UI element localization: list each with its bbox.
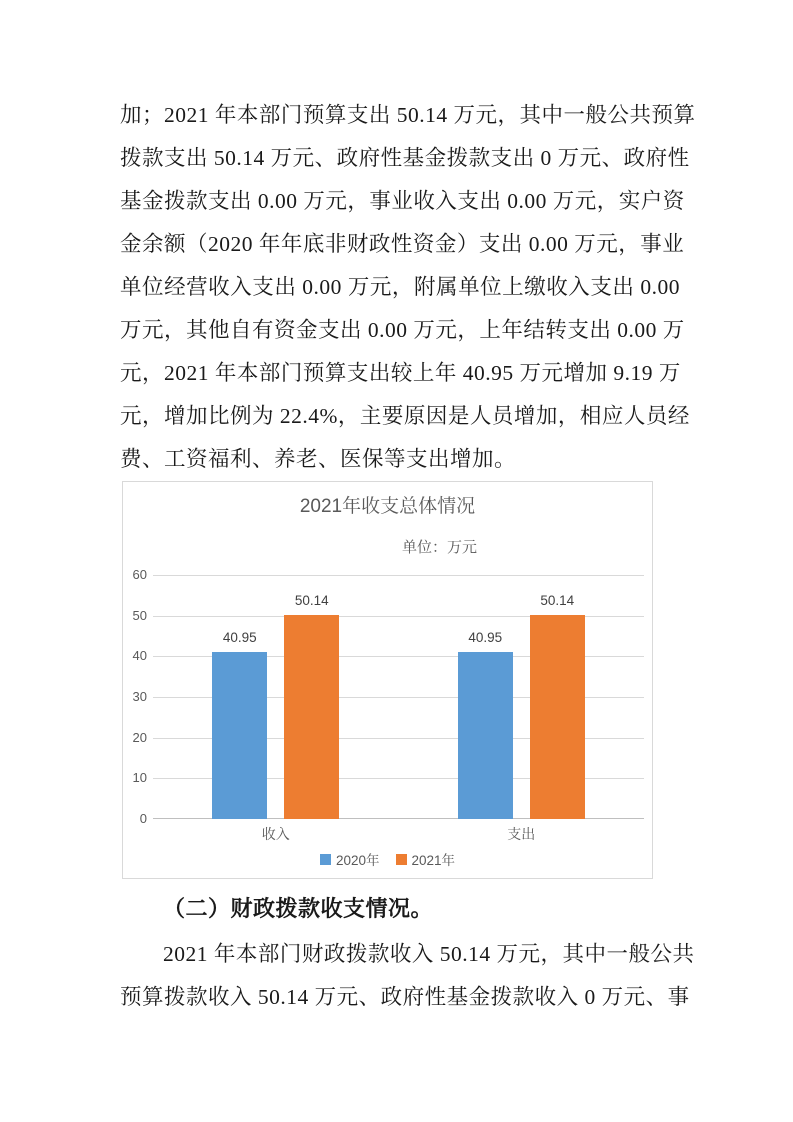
x-axis-labels [153, 819, 644, 849]
y-tick-label: 0 [139, 811, 147, 826]
text-line: 万元，其他自有资金支出 0.00 万元，上年结转支出 0.00 万 [120, 318, 685, 342]
y-tick-label: 20 [132, 730, 147, 745]
bar-2021-expenditure [530, 615, 585, 819]
y-tick-label: 50 [132, 608, 147, 623]
chart-title: 2021年收支总体情况 [299, 496, 476, 517]
y-tick-label: 30 [132, 689, 147, 704]
bar-column [284, 593, 339, 819]
chart-legend [123, 849, 652, 869]
bar-column [530, 593, 585, 819]
y-axis [123, 567, 153, 826]
legend-swatch-2021 [396, 854, 407, 865]
text-line: 费、工资福利、养老、医保等支出增加。 [120, 447, 517, 471]
y-tick-label: 40 [132, 648, 147, 663]
text-line: 元，2021 年本部门预算支出较上年 40.95 万元增加 9.19 万 [120, 361, 681, 385]
text-line: 拨款支出 50.14 万元、政府性基金拨款支出 0 万元、政府性 [120, 146, 690, 170]
bar-column [458, 630, 513, 819]
bar-value-label: 50.14 [540, 593, 575, 608]
category-group-expenditure [399, 575, 645, 819]
bar-value-label: 50.14 [294, 593, 329, 608]
y-tick-label: 60 [132, 567, 147, 582]
chart-unit-label: 单位：万元 [401, 539, 477, 556]
bar-2021-income [284, 615, 339, 819]
bar-value-label: 40.95 [222, 630, 257, 645]
budget-overview-chart [122, 481, 653, 879]
section-heading: （二）财政拨款收支情况。 [163, 896, 434, 921]
bar-column [212, 630, 267, 819]
x-category-label-income: 收入 [261, 826, 290, 842]
text-line: 加；2021 年本部门预算支出 50.14 万元，其中一般公共预算 [120, 103, 696, 127]
x-category-label-expenditure: 支出 [507, 826, 536, 842]
plot-area-wrapper [123, 567, 644, 826]
legend-label-2020: 2020年 [335, 853, 380, 868]
bar-2020-expenditure [458, 652, 513, 819]
bar-2020-income [212, 652, 267, 819]
legend-swatch-2020 [320, 854, 331, 865]
legend-item-2020 [320, 849, 380, 869]
text-line: 2021 年本部门财政拨款收入 50.14 万元，其中一般公共 [163, 942, 695, 966]
text-line: 元，增加比例为 22.4%，主要原因是人员增加，相应人员经 [120, 404, 690, 428]
category-group-income [153, 575, 399, 819]
paragraph-1 [120, 94, 696, 481]
plot-area [153, 575, 644, 819]
text-line: 预算拨款收入 50.14 万元、政府性基金拨款收入 0 万元、事 [120, 985, 690, 1009]
bar-series [153, 575, 644, 819]
text-line: 金余额（2020 年年底非财政性资金）支出 0.00 万元，事业 [120, 232, 685, 256]
legend-label-2021: 2021年 [411, 853, 456, 868]
text-line: 基金拨款支出 0.00 万元，事业收入支出 0.00 万元，实户资 [120, 189, 685, 213]
text-line: 单位经营收入支出 0.00 万元，附属单位上缴收入支出 0.00 [120, 275, 680, 299]
paragraph-2 [120, 933, 695, 1019]
y-tick-label: 10 [132, 770, 147, 785]
legend-item-2021 [396, 849, 456, 869]
bar-value-label: 40.95 [468, 630, 503, 645]
